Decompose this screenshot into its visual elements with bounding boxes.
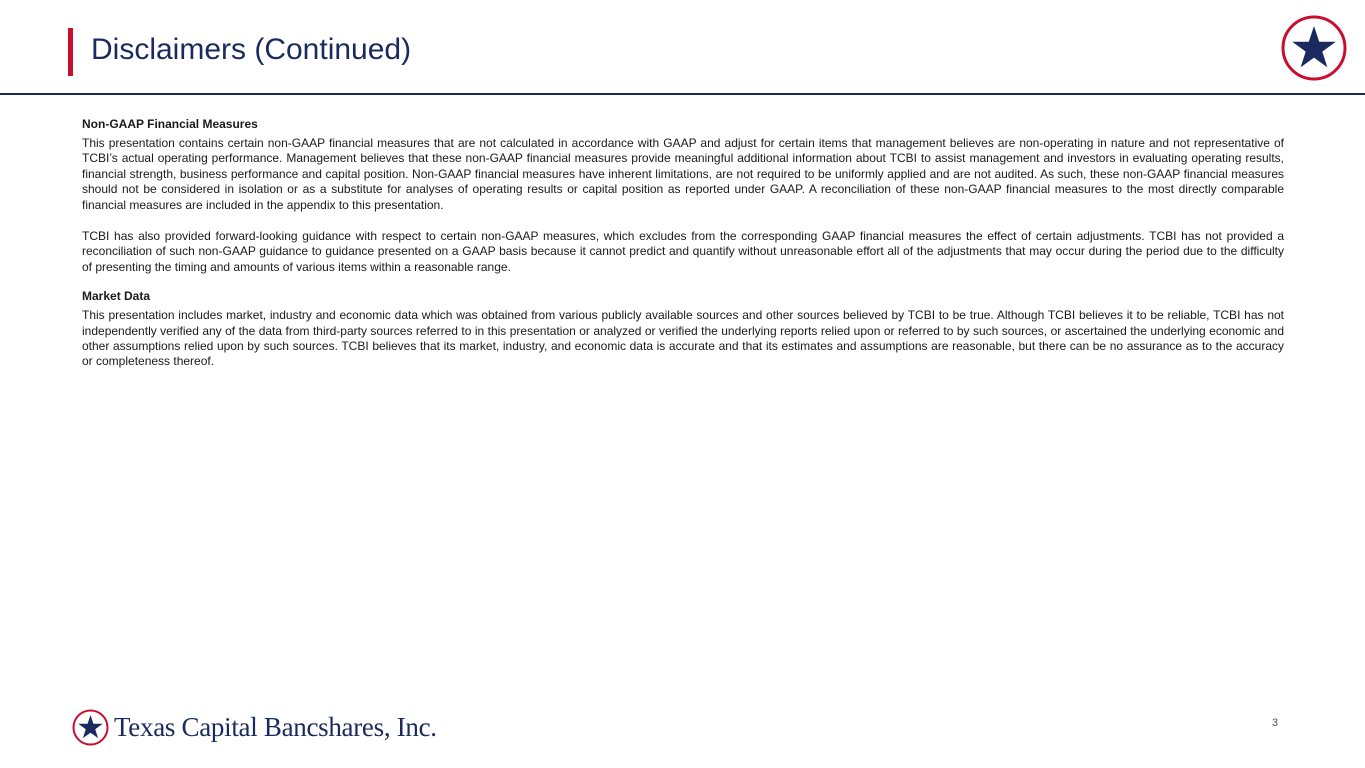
page-number: 3 [1272, 717, 1279, 729]
paragraph-non-gaap-1: This presentation contains certain non-GAAP financial measures that are not calculated in accordance with GAAP and adjust for certain items that management believes are non-operating in nature and not representative of TCBI’s actual operating performance. Management believes that these non-GAAP financial measures provide meaningful additional information about TCBI to assist management and investors in evaluating operating results, financial strength, business performance and capital position. Non-GAAP financial measures have inherent limitations, are not required to be uniformly applied and are not audited. As such, these non-GAAP financial measures should not be considered in isolation or as a substitute for analyses of operating results or capital position as reported under GAAP. A reconciliation of these non-GAAP financial measures to the most directly comparable financial measures are included in the appendix to this presentation. [82, 136, 1284, 212]
paragraph-market-data: This presentation includes market, industry and economic data which was obtained from various publicly available sources and other sources believed by TCBI to be true. Although TCBI believes it to be reliable, TCBI has not independently verified any of the data from third-party sources referred to in this presentation or analyzed or verified the underlying reports relied upon or referred to by such sources, or ascertained the underlying economic and other assumptions relied upon by such sources. TCBI believes that its market, industry, and economic data is accurate and that its estimates and assumptions are reasonable, but there can be no assurance as to the accuracy or completeness thereof. [82, 308, 1284, 369]
star-seal-icon [72, 709, 109, 746]
title-accent-bar [68, 28, 73, 76]
star-seal-icon [1281, 15, 1347, 81]
section-heading-market-data: Market Data [82, 289, 151, 304]
header-divider [0, 93, 1365, 95]
page-title: Disclaimers (Continued) [91, 33, 412, 66]
section-heading-non-gaap: Non-GAAP Financial Measures [82, 117, 258, 131]
company-logo [72, 709, 437, 746]
disclaimer-body [82, 117, 1284, 370]
company-wordmark: Texas Capital Bancshares, Inc. [114, 712, 437, 742]
paragraph-non-gaap-2: TCBI has also provided forward-looking guidance with respect to certain non-GAAP measures, which excludes from the corresponding GAAP financial measures the effect of certain adjustments. TCBI has not provided a reconciliation of such non-GAAP guidance to guidance presented on a GAAP basis because it cannot predict and quantify without unreasonable effort all of the adjustments that may occur during the period due to the difficulty of presenting the timing and amounts of various items within a reasonable range. [82, 229, 1284, 274]
